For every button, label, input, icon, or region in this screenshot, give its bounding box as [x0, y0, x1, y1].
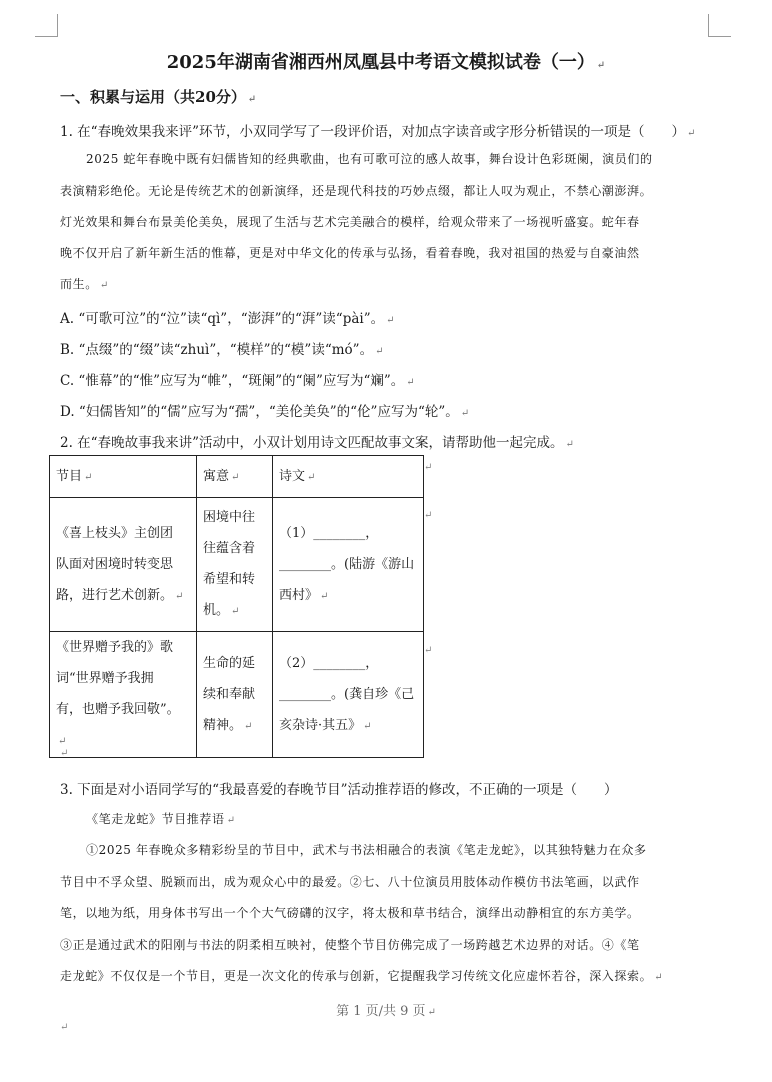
- cell-program: 《世界赠予我的》歌 词“世界赠予我拥 有，也赠予我回敬”。↵: [50, 632, 197, 758]
- q3-passage-line: 节目中不孚众望、脱颖而出，成为观众心中的最爱。②七、八十位演员用肢体动作模仿书法笔画，以武作: [60, 875, 640, 889]
- page-title: 2025年湖南省湘西州凤凰县中考语文模拟试卷（一） ↵: [166, 52, 606, 73]
- header-program: 节目 ↵: [50, 456, 197, 498]
- q1-passage-line: 2025 蛇年春晚中既有妇儒皆知的经典歌曲，也有可歌可泣的感人故事，舞台设计色彩斑阑，演员们的: [86, 152, 653, 166]
- poem-match-table: [49, 455, 424, 758]
- question-2-stem: 2. 在“春晚故事我来讲”活动中，小双计划用诗文匹配故事文案，请帮助他一起完成。 ↵: [60, 435, 574, 451]
- q3-passage-line: 走龙蛇》不仅仅是一个节目，更是一次文化的传承与创新，它提醒我学习传统文化应虚怀若谷，深入探索。 ↵: [60, 969, 664, 983]
- q1-passage-line: 灯光效果和舞台布景美伦美奂，展现了生活与艺术完美融合的模样，给观众带来了一场视听盛宴。蛇年春: [60, 215, 640, 229]
- q3-passage-line: 笔，以地为纸，用身体书写出一个个大气磅礴的汉字，将太极和草书结合，演绎出动静相宜的东方美学。: [60, 906, 640, 920]
- row-end-mark: ↵: [424, 462, 433, 473]
- row-end-mark: ↵: [424, 645, 433, 656]
- cell-poem: （2）________， ________。(龚自珍《己 亥杂诗·其五》 ↵: [273, 632, 424, 758]
- row-end-mark: ↵: [424, 510, 433, 521]
- q1-option-c: C. “惟幕”的“惟”应写为“帷”，“斑阑”的“阑”应写为“斓”。 ↵: [60, 373, 415, 389]
- table-header-row: [50, 456, 424, 498]
- page-footer: 第 1 页/共 9 页 ↵: [336, 1004, 436, 1019]
- corner-mark-top-left: [35, 14, 58, 37]
- header-poem: 诗文 ↵: [273, 456, 424, 498]
- q1-option-d: D. “妇儒皆知”的“儒”应写为“孺”，“美伦美奂”的“伦”应写为“轮”。 ↵: [60, 404, 470, 420]
- header-meaning: 寓意 ↵: [197, 456, 273, 498]
- q3-subtitle: 《笔走龙蛇》节目推荐语 ↵: [86, 812, 236, 826]
- q3-passage-line: ③正是通过武术的阳刚与书法的阴柔相互映衬，使整个节目仿佛完成了一场跨越艺术边界的对话。④《笔: [60, 938, 640, 952]
- table-row: [50, 498, 424, 632]
- q3-passage-line: ①2025 年春晚众多精彩纷呈的节目中，武术与书法相融合的表演《笔走龙蛇》，以其独特魅力在众多: [86, 843, 647, 857]
- q1-option-a: A. “可歌可泣”的“泣”读“qì”，“澎湃”的“湃”读“pài”。 ↵: [60, 311, 395, 327]
- section-heading: 一、积累与运用（共20分） ↵: [60, 88, 257, 106]
- cell-meaning: 困境中往 往蕴含着 希望和转 机。 ↵: [197, 498, 273, 632]
- table-row: [50, 632, 424, 758]
- q1-passage-line: 表演精彩绝伦。无论是传统艺术的创新演绎，还是现代科技的巧妙点缀，都让人叹为观止，不禁心潮澎湃。: [60, 184, 653, 198]
- cell-meaning: 生命的延 续和奉献 精神。 ↵: [197, 632, 273, 758]
- paragraph-mark: ↵: [60, 1022, 69, 1033]
- q1-passage-line: 晚不仅开启了新年新生活的惟幕，更是对中华文化的传承与弘扬，看着春晚，我对祖国的热爱与自豪油然: [60, 246, 640, 260]
- q1-passage-line: 而生。 ↵: [60, 277, 109, 291]
- cell-program: 《喜上枝头》主创团 队面对困境时转变思 路，进行艺术创新。 ↵: [50, 498, 197, 632]
- question-1-stem: 1. 在“春晚效果我来评”环节，小双同学写了一段评价语，对加点字读音或字形分析错误的一项是（ ） ↵: [60, 124, 696, 140]
- cell-poem: （1）________， ________。(陆游《游山 西村》 ↵: [273, 498, 424, 632]
- paragraph-mark: ↵: [60, 748, 69, 759]
- q1-option-b: B. “点缀”的“缀”读“zhuì”，“模样”的“模”读“mó”。 ↵: [60, 342, 384, 358]
- corner-mark-top-right: [708, 14, 731, 37]
- question-3-stem: 3. 下面是对小语同学写的“我最喜爱的春晚节目”活动推荐语的修改，不正确的一项是（ ）: [60, 782, 618, 798]
